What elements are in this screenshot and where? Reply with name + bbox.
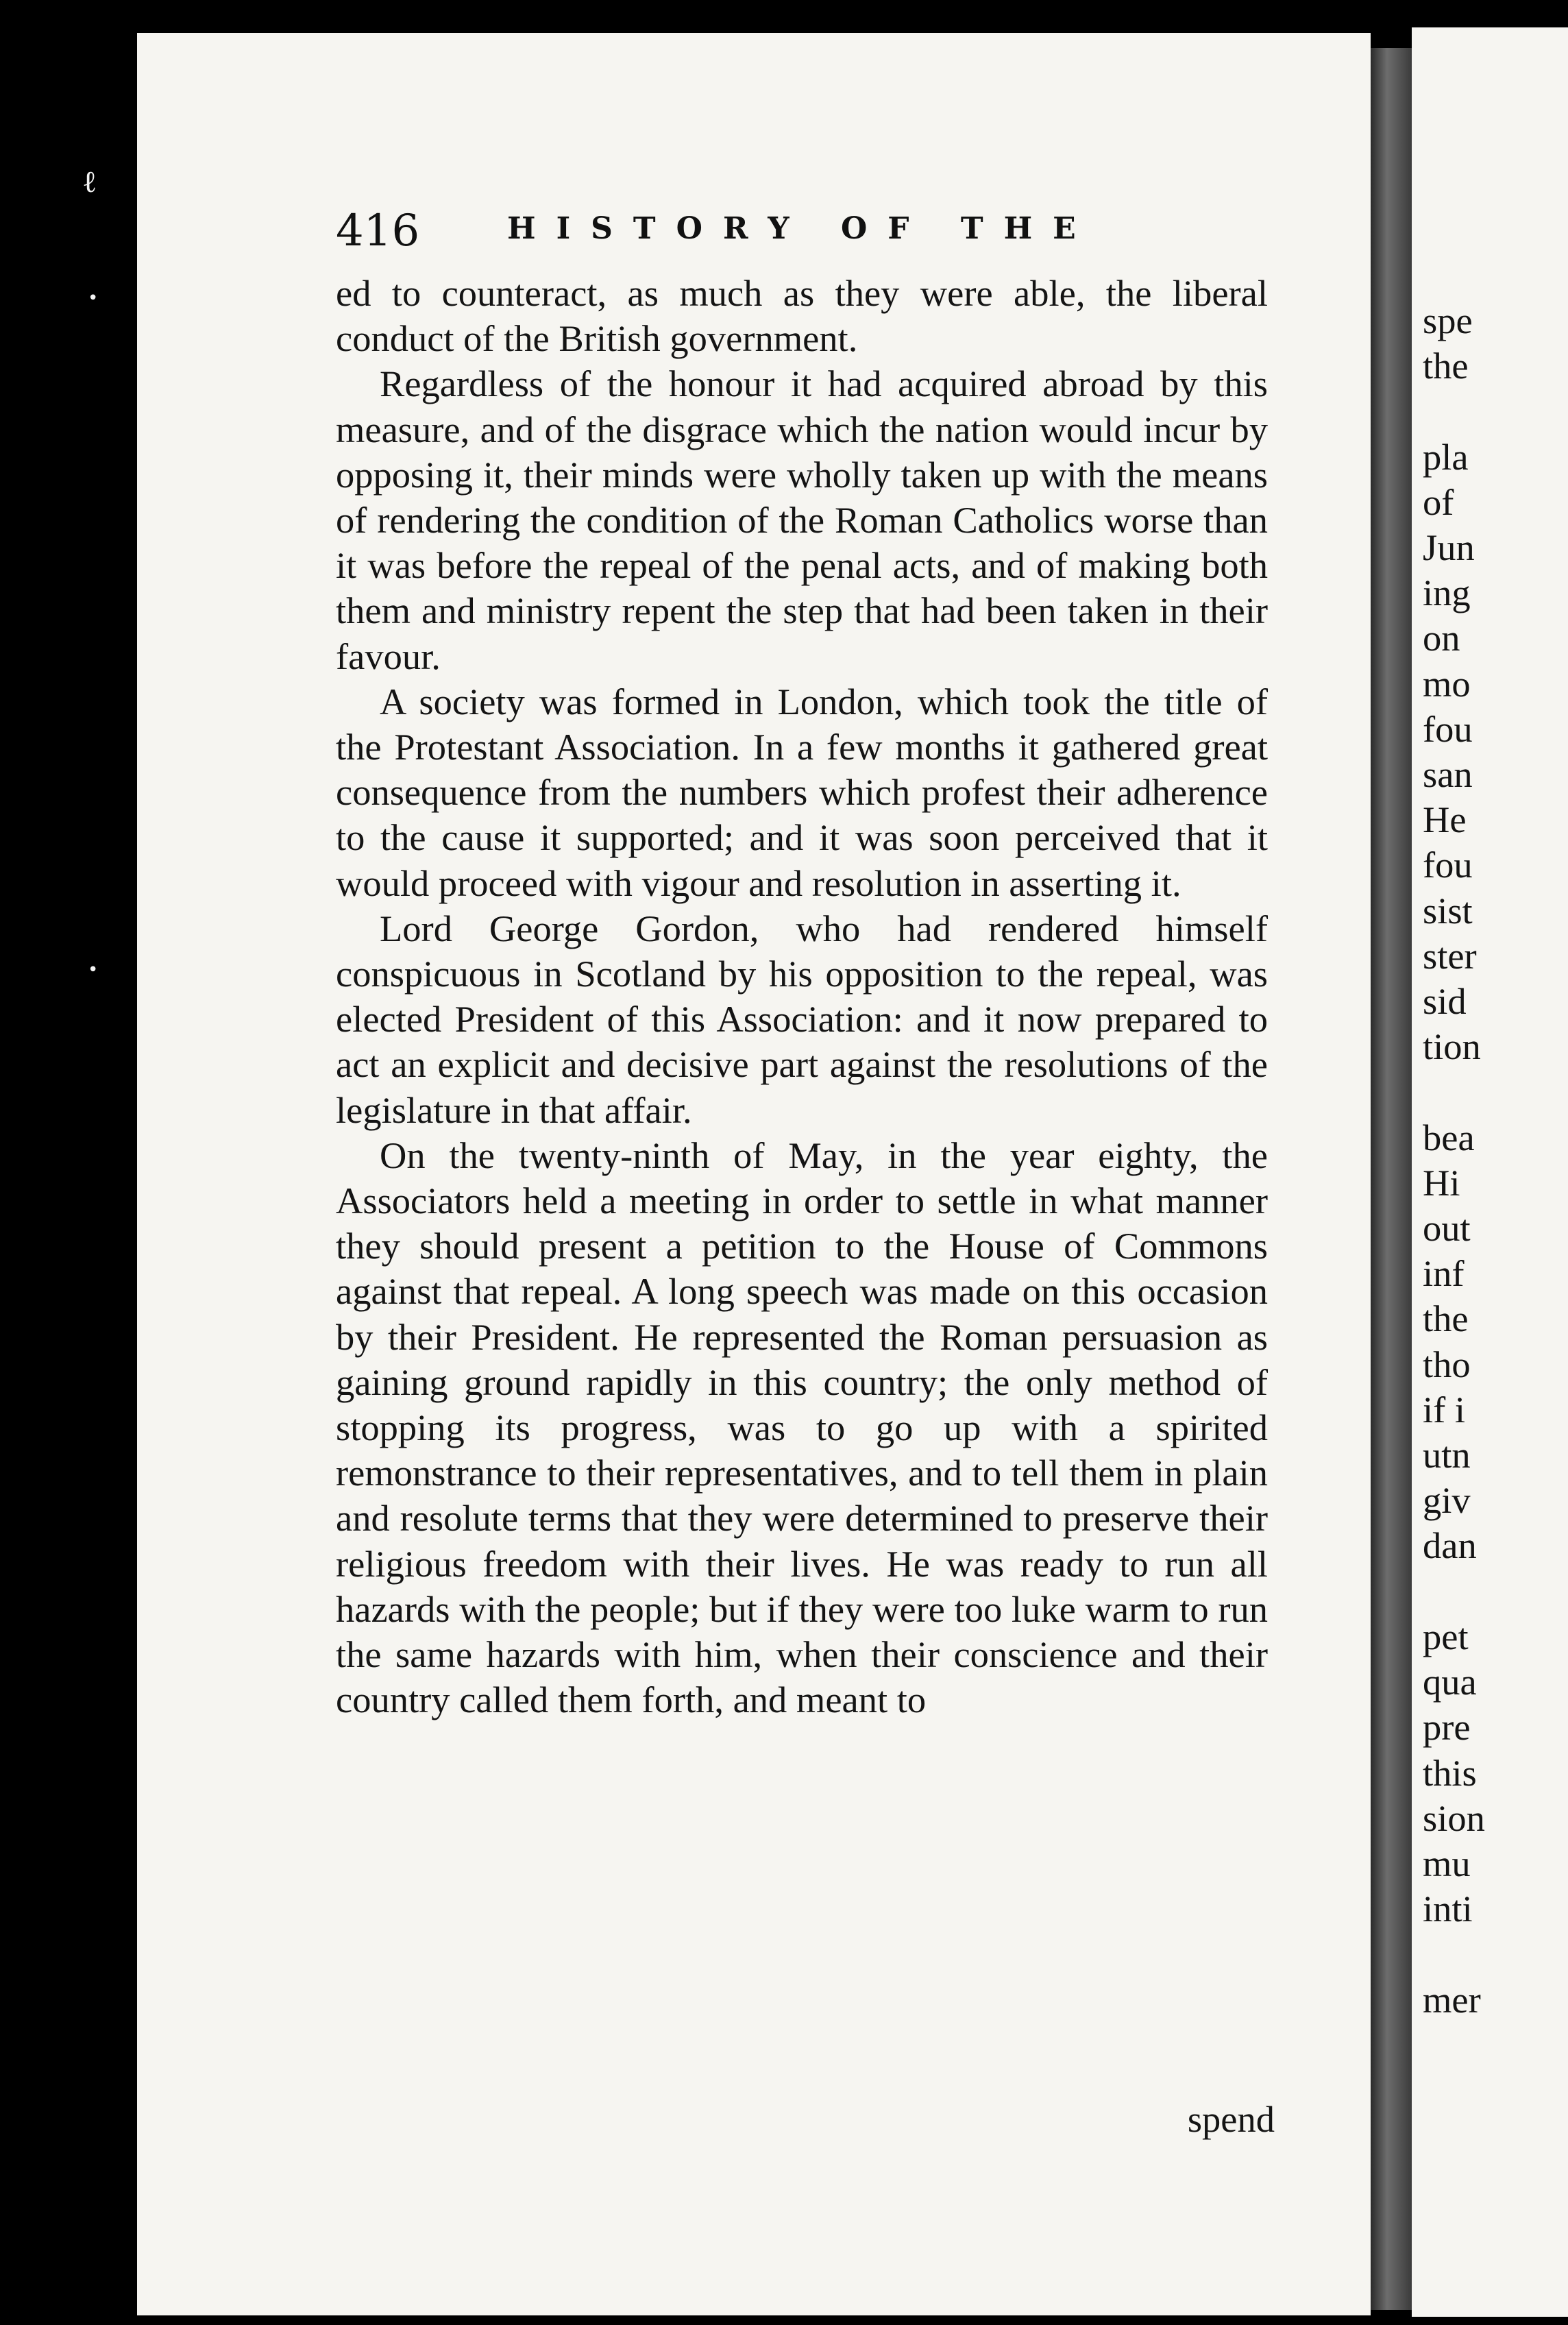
page-header xyxy=(336,206,1282,260)
facing-page-text: spe the pla of Jun ing on mo fou san He fou sist ster sid tion bea Hi out inf the tho if i utn giv dan pet qua pre this sion mu inti mer xyxy=(1423,300,1485,2021)
running-title: HISTORY OF THE xyxy=(507,211,1097,246)
body-text xyxy=(336,271,1268,1723)
book-spine xyxy=(1371,48,1412,2310)
paragraph: ed to counteract, as much as they were able, the liberal conduct of the British government. xyxy=(336,272,1268,360)
paragraph: Regardless of the honour it had acquired abroad by this measure, and of the disgrace which the nation would incur by opposing it, their minds were wholly taken up with the means of rendering the condition of the Roman Catholics worse than it was before the repeal of the penal acts, and of making both them and ministry repent the step that had been taken in their favour. xyxy=(336,363,1268,677)
right-page-partial xyxy=(1412,27,1568,2317)
margin-mark: • xyxy=(88,288,99,308)
catchword: spend xyxy=(1187,2098,1275,2140)
page-number: 416 xyxy=(336,206,420,256)
paragraph: On the twenty-ninth of May, in the year eighty, the Associators held a meeting in order to settle in what manner they should present a petition to the House of Commons against that repeal. A long speech was made on this occasion by their President. He represented the Roman persuasion as gaining ground rapidly in this country; the only method of stopping its progress, was to go up with a spirited remonstrance to their representatives, and to tell them in plain and resolute terms that they were determined to preserve their religious freedom with their lives. He was ready to run all hazards with the people; but if they were too luke warm to run the same hazards with him, when their conscience and their country called them forth, and meant to xyxy=(336,1134,1268,1721)
margin-mark: • xyxy=(88,960,99,980)
margin-mark: ℓ xyxy=(82,165,97,199)
paragraph: Lord George Gordon, who had rendered himself conspicuous in Scotland by his opposition to the repeal, was elected President of this Association: and it now prepared to act an explicit and decisive part against the resolutions of the legislature in that affair. xyxy=(336,907,1268,1131)
paragraph: A society was formed in London, which took the title of the Protestant Association. In a few months it gathered great consequence from the numbers which profest their adherence to the cause it supported; and it was soon perceived that it would proceed with vigour and resolution in asserting it. xyxy=(336,680,1268,904)
